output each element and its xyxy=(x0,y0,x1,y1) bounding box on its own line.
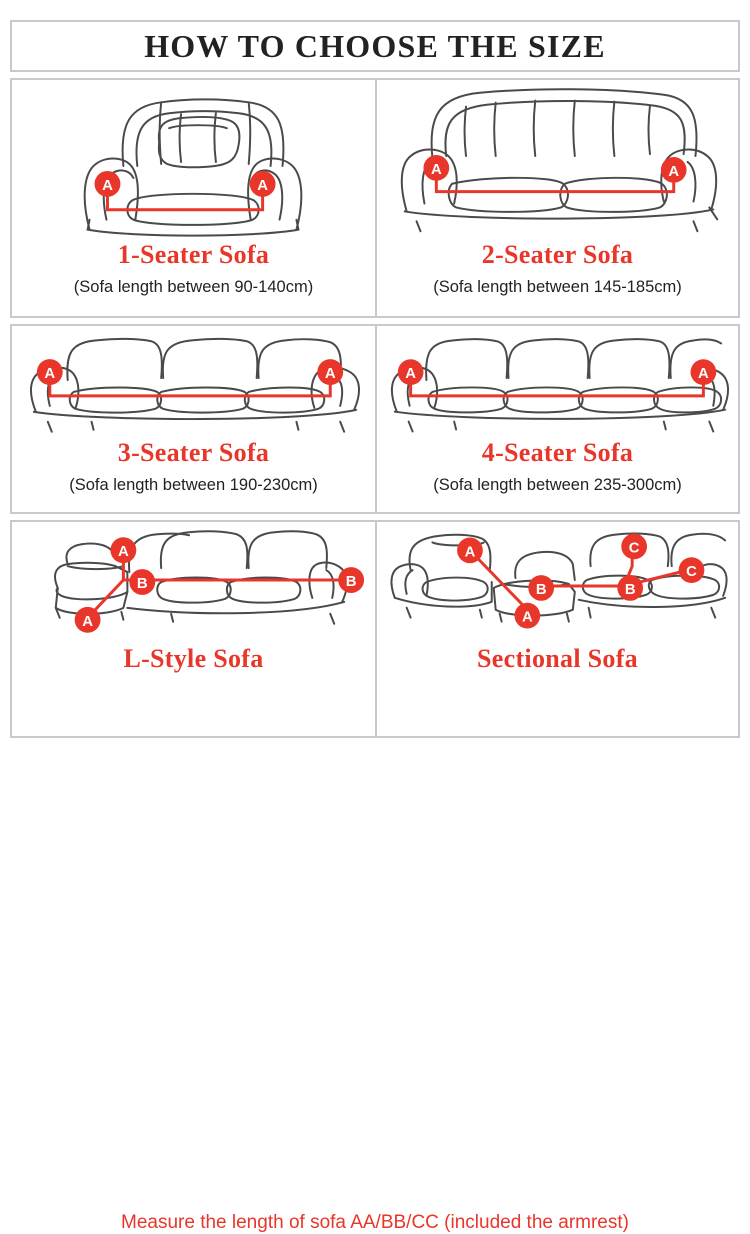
sectional-label: Sectional Sofa xyxy=(477,644,638,673)
one-seater-illustration xyxy=(12,80,375,240)
two-seater-label: 2-Seater Sofa xyxy=(481,240,634,269)
one-seater-sublabel: (Sofa length between 90-140cm) xyxy=(73,278,314,296)
svg-text:A: A xyxy=(521,609,533,626)
page-title: HOW TO CHOOSE THE SIZE xyxy=(144,27,606,64)
svg-text:A: A xyxy=(430,161,442,178)
cell-two-seater xyxy=(375,80,738,316)
three-seater-sublabel: (Sofa length between 190-230cm) xyxy=(69,476,318,494)
svg-text:B: B xyxy=(624,581,636,598)
four-seater-label: 4-Seater Sofa xyxy=(481,438,634,467)
four-seater-sublabel: (Sofa length between 235-300cm) xyxy=(433,476,682,494)
svg-text:A: A xyxy=(405,366,416,383)
svg-text:A: A xyxy=(698,366,709,383)
three-seater-illustration xyxy=(12,326,375,438)
row-l-style-sectional xyxy=(10,520,740,1233)
sectional-illustration xyxy=(377,522,738,644)
svg-text:C: C xyxy=(628,540,640,557)
cell-four-seater xyxy=(375,326,738,512)
cell-one-seater xyxy=(12,80,375,316)
svg-text:B: B xyxy=(136,575,148,592)
one-seater-label: 1-Seater Sofa xyxy=(117,240,270,269)
two-seater-sublabel: (Sofa length between 145-185cm) xyxy=(433,278,682,296)
two-seater-illustration xyxy=(377,80,738,240)
svg-text:A: A xyxy=(324,366,336,383)
svg-text:A: A xyxy=(102,177,113,194)
cell-l-style xyxy=(12,522,375,736)
svg-text:C: C xyxy=(686,564,697,581)
svg-text:B: B xyxy=(535,581,547,598)
cell-sectional xyxy=(375,522,738,736)
svg-text:A: A xyxy=(464,544,476,561)
svg-text:A: A xyxy=(118,544,129,561)
svg-text:A: A xyxy=(668,163,680,180)
three-seater-label: 3-Seater Sofa xyxy=(117,438,270,467)
row-3-seater-4-seater xyxy=(10,324,740,514)
l-style-label: L-Style Sofa xyxy=(123,644,264,673)
svg-text:A: A xyxy=(257,177,269,194)
title-panel xyxy=(10,20,740,72)
svg-text:B: B xyxy=(345,573,357,590)
svg-text:A: A xyxy=(44,366,56,383)
row-1-seater-2-seater xyxy=(10,78,740,318)
measure-note: Measure the length of sofa AA/BB/CC (included the armrest) xyxy=(121,1212,629,1233)
cell-three-seater xyxy=(12,326,375,512)
four-seater-illustration xyxy=(377,326,738,438)
svg-text:A: A xyxy=(82,613,93,630)
l-style-illustration xyxy=(12,522,375,644)
